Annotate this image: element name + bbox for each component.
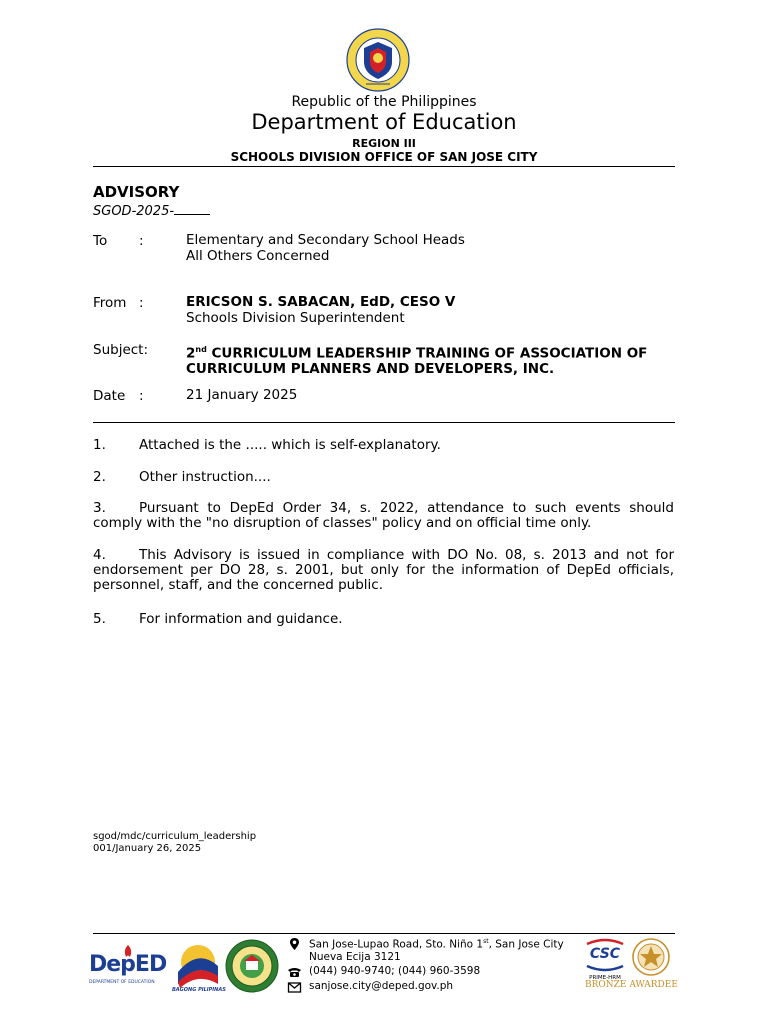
- paragraph-number: 2.: [93, 469, 106, 485]
- subject-text: [186, 342, 647, 378]
- date-colon: :: [139, 388, 144, 404]
- address-line-2: Nueva Ecija 3121: [309, 951, 401, 963]
- to-recipients: [186, 233, 465, 264]
- deped-logo-subtitle: DEPARTMENT OF EDUCATION: [89, 980, 155, 985]
- paragraph-text: For information and guidance.: [139, 611, 343, 627]
- to-line-1: Elementary and Secondary School Heads: [186, 232, 465, 248]
- advisory-number-blank: [174, 202, 210, 215]
- from-title: Schools Division Superintendent: [186, 309, 405, 326]
- advisory-number-prefix: SGOD-2025-: [93, 204, 175, 219]
- paragraph-number: 1.: [93, 437, 106, 453]
- office-line: SCHOOLS DIVISION OFFICE OF SAN JOSE CITY: [230, 150, 538, 164]
- paragraph-4: [93, 548, 674, 593]
- paragraph-5: [93, 612, 674, 627]
- department-name: Department of Education: [251, 110, 517, 134]
- from-label: From: [93, 295, 127, 311]
- csc-wordmark: CSC: [589, 946, 621, 962]
- file-reference: [93, 831, 256, 855]
- bagong-pilipinas-logo: [172, 942, 224, 996]
- file-ref-date: 001/January 26, 2025: [93, 843, 202, 854]
- subject-line-1: CURRICULUM LEADERSHIP TRAINING OF ASSOCIATION OF: [206, 345, 648, 362]
- paragraph-3: [93, 501, 674, 531]
- paragraph-text: Other instruction....: [139, 469, 271, 485]
- bagong-pilipinas-emblem: [172, 942, 224, 988]
- paragraph-number: 5.: [93, 611, 106, 627]
- paragraph-1: [93, 438, 674, 453]
- from-name: ERICSON S. SABACAN, EdD, CESO V: [186, 294, 456, 310]
- to-label: To: [93, 233, 108, 249]
- file-ref-path: sgod/mdc/curriculum_leadership: [93, 831, 257, 842]
- advisory-title: ADVISORY: [93, 183, 180, 201]
- subject-ordinal-suffix: nd: [195, 345, 207, 354]
- bronze-award-emblem: [629, 937, 673, 977]
- from-colon: :: [139, 295, 144, 311]
- telephone-icon: [287, 965, 302, 979]
- location-pin-icon: [287, 937, 302, 951]
- sdo-seal-logo: [225, 939, 279, 993]
- paragraph-text: This Advisory is issued in compliance with DO No. 08, s. 2013 and not for endorsement per DO 28, s. 2001, but only for the information of DepEd officials, personnel, staff, and the concerned public.: [93, 547, 674, 593]
- to-colon: :: [139, 233, 144, 249]
- from-sender: [186, 295, 455, 326]
- date-label: Date: [93, 388, 126, 404]
- paragraph-number: 3.: [93, 500, 106, 516]
- deped-seal-logo: [346, 28, 410, 92]
- to-line-2: All Others Concerned: [186, 247, 330, 264]
- paragraph-number: 4.: [93, 547, 106, 563]
- address-line-1-city: , San Jose City: [488, 938, 564, 951]
- subject-label: Subject:: [93, 342, 149, 358]
- address-line-1-main: San Jose-Lupao Road, Sto. Niño 1: [309, 938, 484, 951]
- advisory-number: [93, 202, 210, 219]
- bronze-awardee-text: BRONZE AWARDEE: [585, 980, 678, 990]
- footer-divider: [93, 933, 675, 934]
- deped-logo-wordmark: DepED: [89, 952, 167, 977]
- paragraph-2: [93, 470, 674, 485]
- subject-line-2: CURRICULUM PLANNERS AND DEVELOPERS, INC.: [186, 361, 555, 377]
- email-icon: [287, 980, 302, 994]
- address-line-1-suffix: st: [483, 938, 489, 945]
- subject-ordinal: 2: [186, 345, 196, 362]
- bagong-pilipinas-text: BAGONG PILIPINAS: [172, 987, 226, 993]
- country-line: Republic of the Philippines: [291, 94, 477, 110]
- phone-numbers: (044) 940-9740; (044) 960-3598: [309, 965, 481, 977]
- region-line: REGION III: [352, 137, 416, 150]
- header-divider: [93, 166, 675, 167]
- date-value: 21 January 2025: [186, 387, 298, 403]
- memo-divider: [93, 422, 675, 423]
- prime-hrm-text: PRIME-HRM: [589, 975, 621, 981]
- paragraph-text: Attached is the ..... which is self-explanatory.: [139, 437, 441, 453]
- paragraph-text: Pursuant to DepEd Order 34, s. 2022, attendance to such events should comply with the "no disruption of classes" policy and on official time only.: [93, 500, 674, 531]
- deped-footer-logo: [89, 944, 171, 994]
- email-address: sanjose.city@deped.gov.ph: [309, 980, 454, 992]
